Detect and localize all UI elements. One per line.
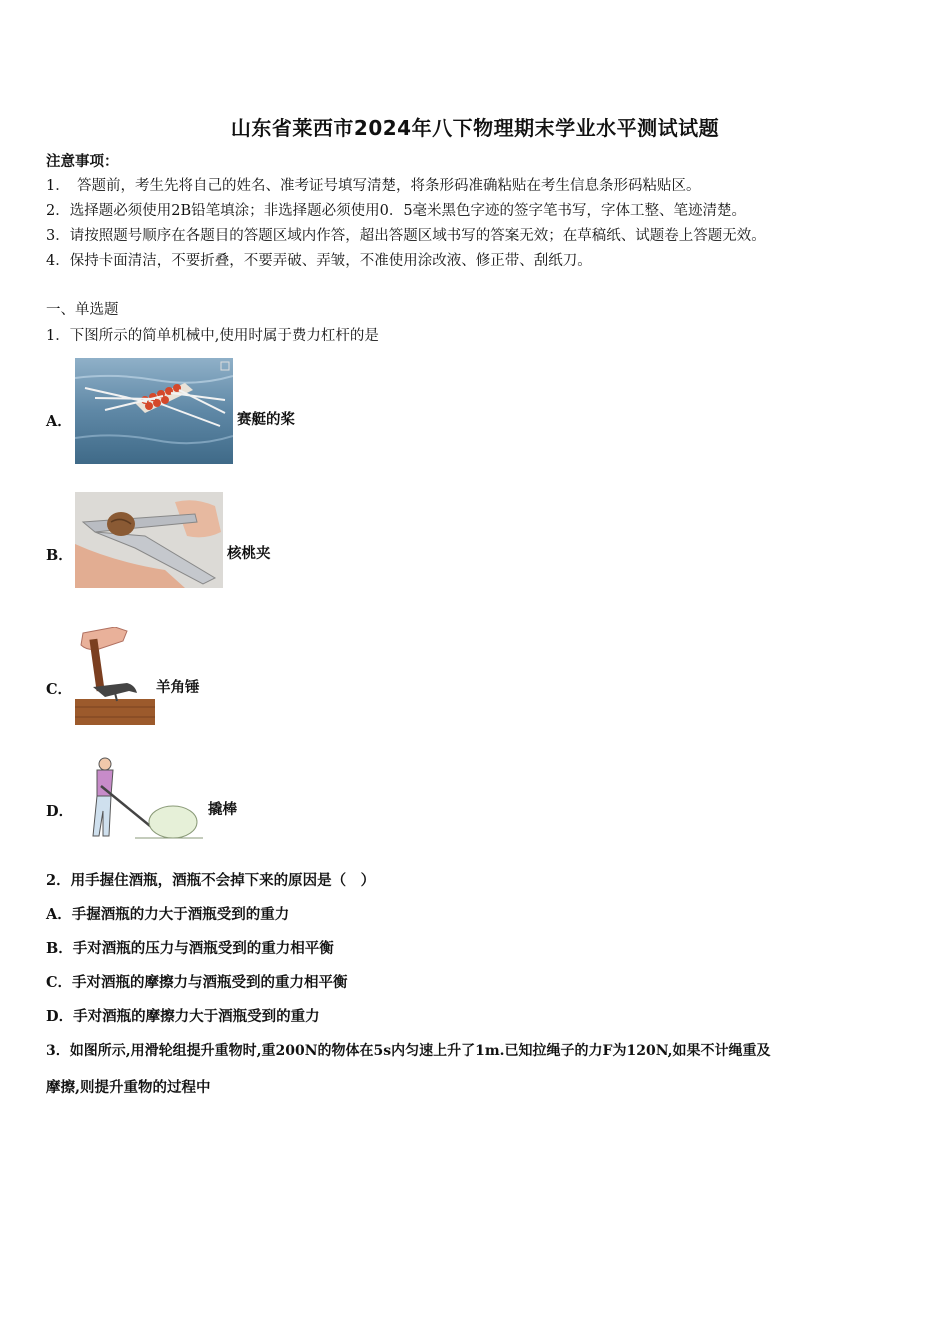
notice-heading: 注意事项： — [46, 153, 119, 170]
nutcracker-image — [75, 492, 223, 588]
notice-item: 2．选择题必须使用2B铅笔填涂；非选择题必须使用0．5毫米黑色字迹的签字笔书写，字体工整、笔迹清楚。 — [46, 203, 747, 219]
notice-item: 4．保持卡面清洁，不要折叠，不要弄破、弄皱，不准使用涂改液、修正带、刮纸刀。 — [46, 253, 592, 269]
question-2-option: B．手对酒瓶的压力与酒瓶受到的重力相平衡 — [46, 940, 334, 957]
option-b-label: 核桃夹 — [227, 545, 271, 562]
section-heading: 一、单选题 — [46, 302, 119, 318]
page-title: 山东省莱西市2024年八下物理期末学业水平测试试题 — [230, 116, 720, 140]
question-2-option: D．手对酒瓶的摩擦力大于酒瓶受到的重力 — [46, 1008, 320, 1025]
notice-item: 1． 答题前，考生先将自己的姓名、准考证号填写清楚，将条形码准确粘贴在考生信息条形码粘贴区。 — [46, 178, 701, 194]
option-d-letter: D． — [46, 803, 74, 820]
question-2-option: A．手握酒瓶的力大于酒瓶受到的重力 — [46, 906, 290, 923]
notice-item: 3．请按照题号顺序在各题目的答题区域内作答，超出答题区域书写的答案无效；在草稿纸、试题卷上答题无效。 — [46, 228, 766, 244]
rowing-boat-image — [75, 358, 233, 464]
option-a-letter: A． — [46, 413, 72, 430]
claw-hammer-image — [75, 627, 155, 725]
crowbar-image — [75, 756, 205, 846]
question-3-stem-line1: 3．如图所示,用滑轮组提升重物时,重200N的物体在5s内匀速上升了1m.已知拉绳子的力F为120N,如果不计绳重及 — [46, 1043, 771, 1059]
option-c-letter: C． — [46, 681, 73, 698]
question-2-option: C．手对酒瓶的摩擦力与酒瓶受到的重力相平衡 — [46, 974, 348, 991]
option-b-letter: B． — [46, 547, 73, 564]
question-3-stem-line2: 摩擦,则提升重物的过程中 — [46, 1079, 211, 1096]
question-1-stem: 1．下图所示的简单机械中,使用时属于费力杠杆的是 — [46, 328, 379, 344]
option-d-label: 撬棒 — [208, 801, 237, 818]
option-a-label: 赛艇的桨 — [237, 411, 295, 428]
question-2-stem: 2．用手握住酒瓶，酒瓶不会掉下来的原因是（ ） — [46, 872, 376, 889]
option-c-label: 羊角锤 — [156, 679, 200, 696]
